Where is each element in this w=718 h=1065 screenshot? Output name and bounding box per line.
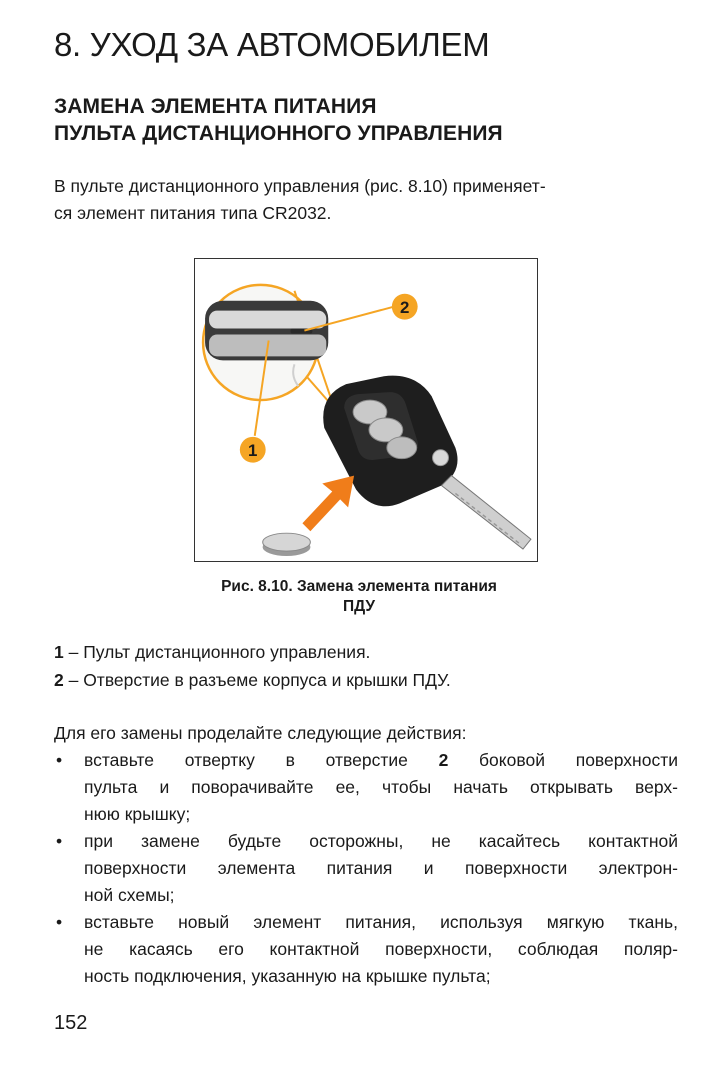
list-item — [54, 747, 678, 828]
chapter-title: 8. УХОД ЗА АВТОМОБИЛЕМ — [54, 26, 490, 63]
insert-arrow — [302, 476, 354, 532]
step-line — [84, 747, 678, 774]
step-line: ной схемы; — [84, 885, 175, 905]
bullet: • — [56, 750, 63, 770]
steps-intro: Для его замены проделайте следующие действия: — [54, 723, 467, 743]
callout-2-label: 2 — [400, 298, 410, 318]
intro-line-2: ся элемент питания типа CR2032. — [54, 203, 332, 223]
step-line: вставьте новый элемент питания, используя мягкую ткань, — [84, 912, 678, 932]
section-title-line-1: ЗАМЕНА ЭЛЕМЕНТА ПИТАНИЯ — [54, 95, 377, 118]
legend-number: 2 — [54, 670, 64, 690]
step-line: нюю крышку; — [84, 804, 191, 824]
caption-line-1: Рис. 8.10. Замена элемента питания — [221, 578, 497, 595]
step-text: боковой поверхности — [448, 750, 678, 770]
step-bold-number: 2 — [438, 750, 449, 770]
legend-number: 1 — [54, 642, 64, 662]
caption-line-2: ПДУ — [342, 598, 375, 615]
bullet: • — [56, 831, 63, 851]
list-item — [54, 828, 678, 909]
steps-list — [54, 747, 678, 990]
coin-battery — [263, 533, 311, 556]
key-blade — [442, 476, 531, 550]
step-text: вставьте отвертку в отверстие — [84, 750, 439, 770]
list-item — [54, 909, 678, 990]
step-line: ность подключения, указанную на крышке пульта; — [84, 966, 491, 986]
legend-text: – Отверстие в разъеме корпуса и крышки ПДУ. — [63, 670, 451, 690]
page-number: 152 — [54, 1012, 88, 1034]
step-line: пульта и поворачивайте ее, чтобы начать открывать верх- — [84, 777, 678, 797]
figure-remote-key — [194, 258, 538, 562]
step-line: не касаясь его контактной поверхности, соблюдая поляр- — [84, 939, 678, 959]
figure-legend — [54, 638, 664, 694]
figure-caption — [0, 577, 718, 617]
section-title-line-2: ПУЛЬТА ДИСТАНЦИОННОГО УПРАВЛЕНИЯ — [54, 122, 503, 145]
legend-item — [54, 638, 664, 666]
intro-line-1: В пульте дистанционного управления (рис. 8.10) применяет- — [54, 176, 546, 196]
legend-item — [54, 666, 664, 694]
step-line: при замене будьте осторожны, не касайтесь контактной — [84, 831, 678, 851]
remote-key-illustration — [195, 259, 537, 561]
callout-2 — [392, 294, 418, 320]
step-line: поверхности элемента питания и поверхности электрон- — [84, 858, 678, 878]
bullet: • — [56, 912, 63, 932]
callout-1 — [240, 437, 266, 463]
section-title — [54, 93, 503, 147]
callout-1-label: 1 — [248, 441, 258, 461]
legend-text: – Пульт дистанционного управления. — [63, 642, 371, 662]
intro-paragraph — [54, 173, 664, 227]
